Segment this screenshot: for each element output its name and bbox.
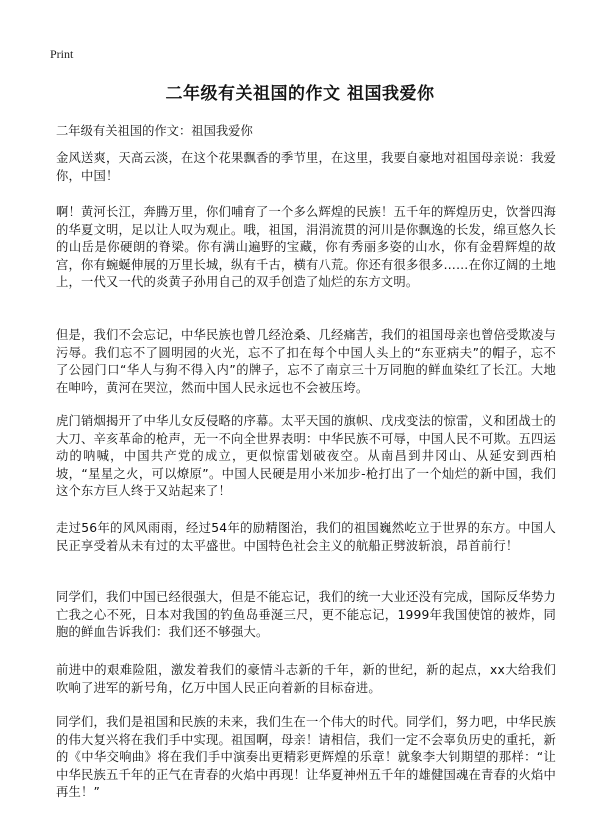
paragraph-4: 虎门销烟揭开了中华儿女反侵略的序幕。太平天国的旗帜、戊戌变法的惊雷，义和团战士的大刀、辛亥革命的枪声，无一不向全世界表明：中华民族不可辱，中国人民不可欺。五四运动的呐喊，中国共产党的成立，更似惊雷划破夜空。从南昌到井冈山、从延安到西柏坡，“星星之火，可以燎原”。中国人民硬是用小米加步-枪打出了一个灿烂的新中国，我们这个东方巨人终于又站起来了！: [56, 414, 556, 498]
paragraph-2: 啊！黄河长江，奔腾万里，你们哺育了一个多么辉煌的民族！五千年的辉煌历史，饮誉四海的华夏文明，足以让人叹为观止。哦，祖国，涓涓流贯的河川是你飘逸的长发，绵亘悠久长的山岳是你硬朗的脊梁。你有满山遍野的宝藏，你有秀丽多姿的山水，你有金碧辉煌的故宫，你有蜿蜒伸展的万里长城，纵有千古，横有八荒。你还有很多很多……在你辽阔的土地上，一代又一代的炎黄子孙用自己的双手创造了灿烂的东方文明。: [56, 205, 556, 289]
paragraph-1: 金风送爽，天高云淡，在这个花果飘香的季节里，在这里，我要自豪地对祖国母亲说：我爱你，中国！: [56, 151, 556, 183]
print-link[interactable]: Print: [50, 47, 74, 61]
paragraph-6: 同学们，我们中国已经很强大，但是不能忘记，我们的统一大业还没有完成，国际反华势力亡我之心不死，日本对我国的钓鱼岛垂涎三尺，更不能忘记，1999年我国使馆的被炸，同胞的鲜血告诉我们：我们还不够强大。: [56, 590, 556, 639]
paragraph-8: 同学们，我们是祖国和民族的未来，我们生在一个伟大的时代。同学们，努力吧，中华民族的伟大复兴将在我们手中实现。祖国啊，母亲！请相信，我们一定不会辜负历史的重托，新的《中华交响曲》将在我们手中演奏出更精彩更辉煌的乐章！就象李大钊期望的那样：“让中华民族五千年的正气在青春的火焰中再现！让华夏神州五千年的雄健国魂在青春的火焰中再生！”: [56, 715, 556, 799]
paragraph-5: 走过56年的风风雨雨，经过54年的励精图治，我们的祖国巍然屹立于世界的东方。中国人民正享受着从未有过的太平盛世。中国特色社会主义的航船正劈波斩浪，昂首前行！: [56, 521, 556, 553]
page-title: 二年级有关祖国的作文 祖国我爱你: [165, 84, 435, 104]
paragraph-3: 但是，我们不会忘记，中华民族也曾几经沧桑、几经痛苦，我们的祖国母亲也曾倍受欺凌与污辱。我们忘不了圆明园的火光，忘不了扣在每个中国人头上的“东亚病夫”的帽子，忘不了公园门口“华人与狗不得入内”的牌子，忘不了南京三十万同胞的鲜血染红了长江。大地在呻吟，黄河在哭泣，然而中国人民永远也不会被压垮。: [56, 328, 556, 395]
article-subtitle: 二年级有关祖国的作文：祖国我爱你: [56, 124, 253, 138]
paragraph-7: 前进中的艰难险阻，激发着我们的豪情斗志新的千年，新的世纪，新的起点，xx大给我们吹响了进军的新号角，亿万中国人民正向着新的目标奋进。: [56, 663, 556, 695]
